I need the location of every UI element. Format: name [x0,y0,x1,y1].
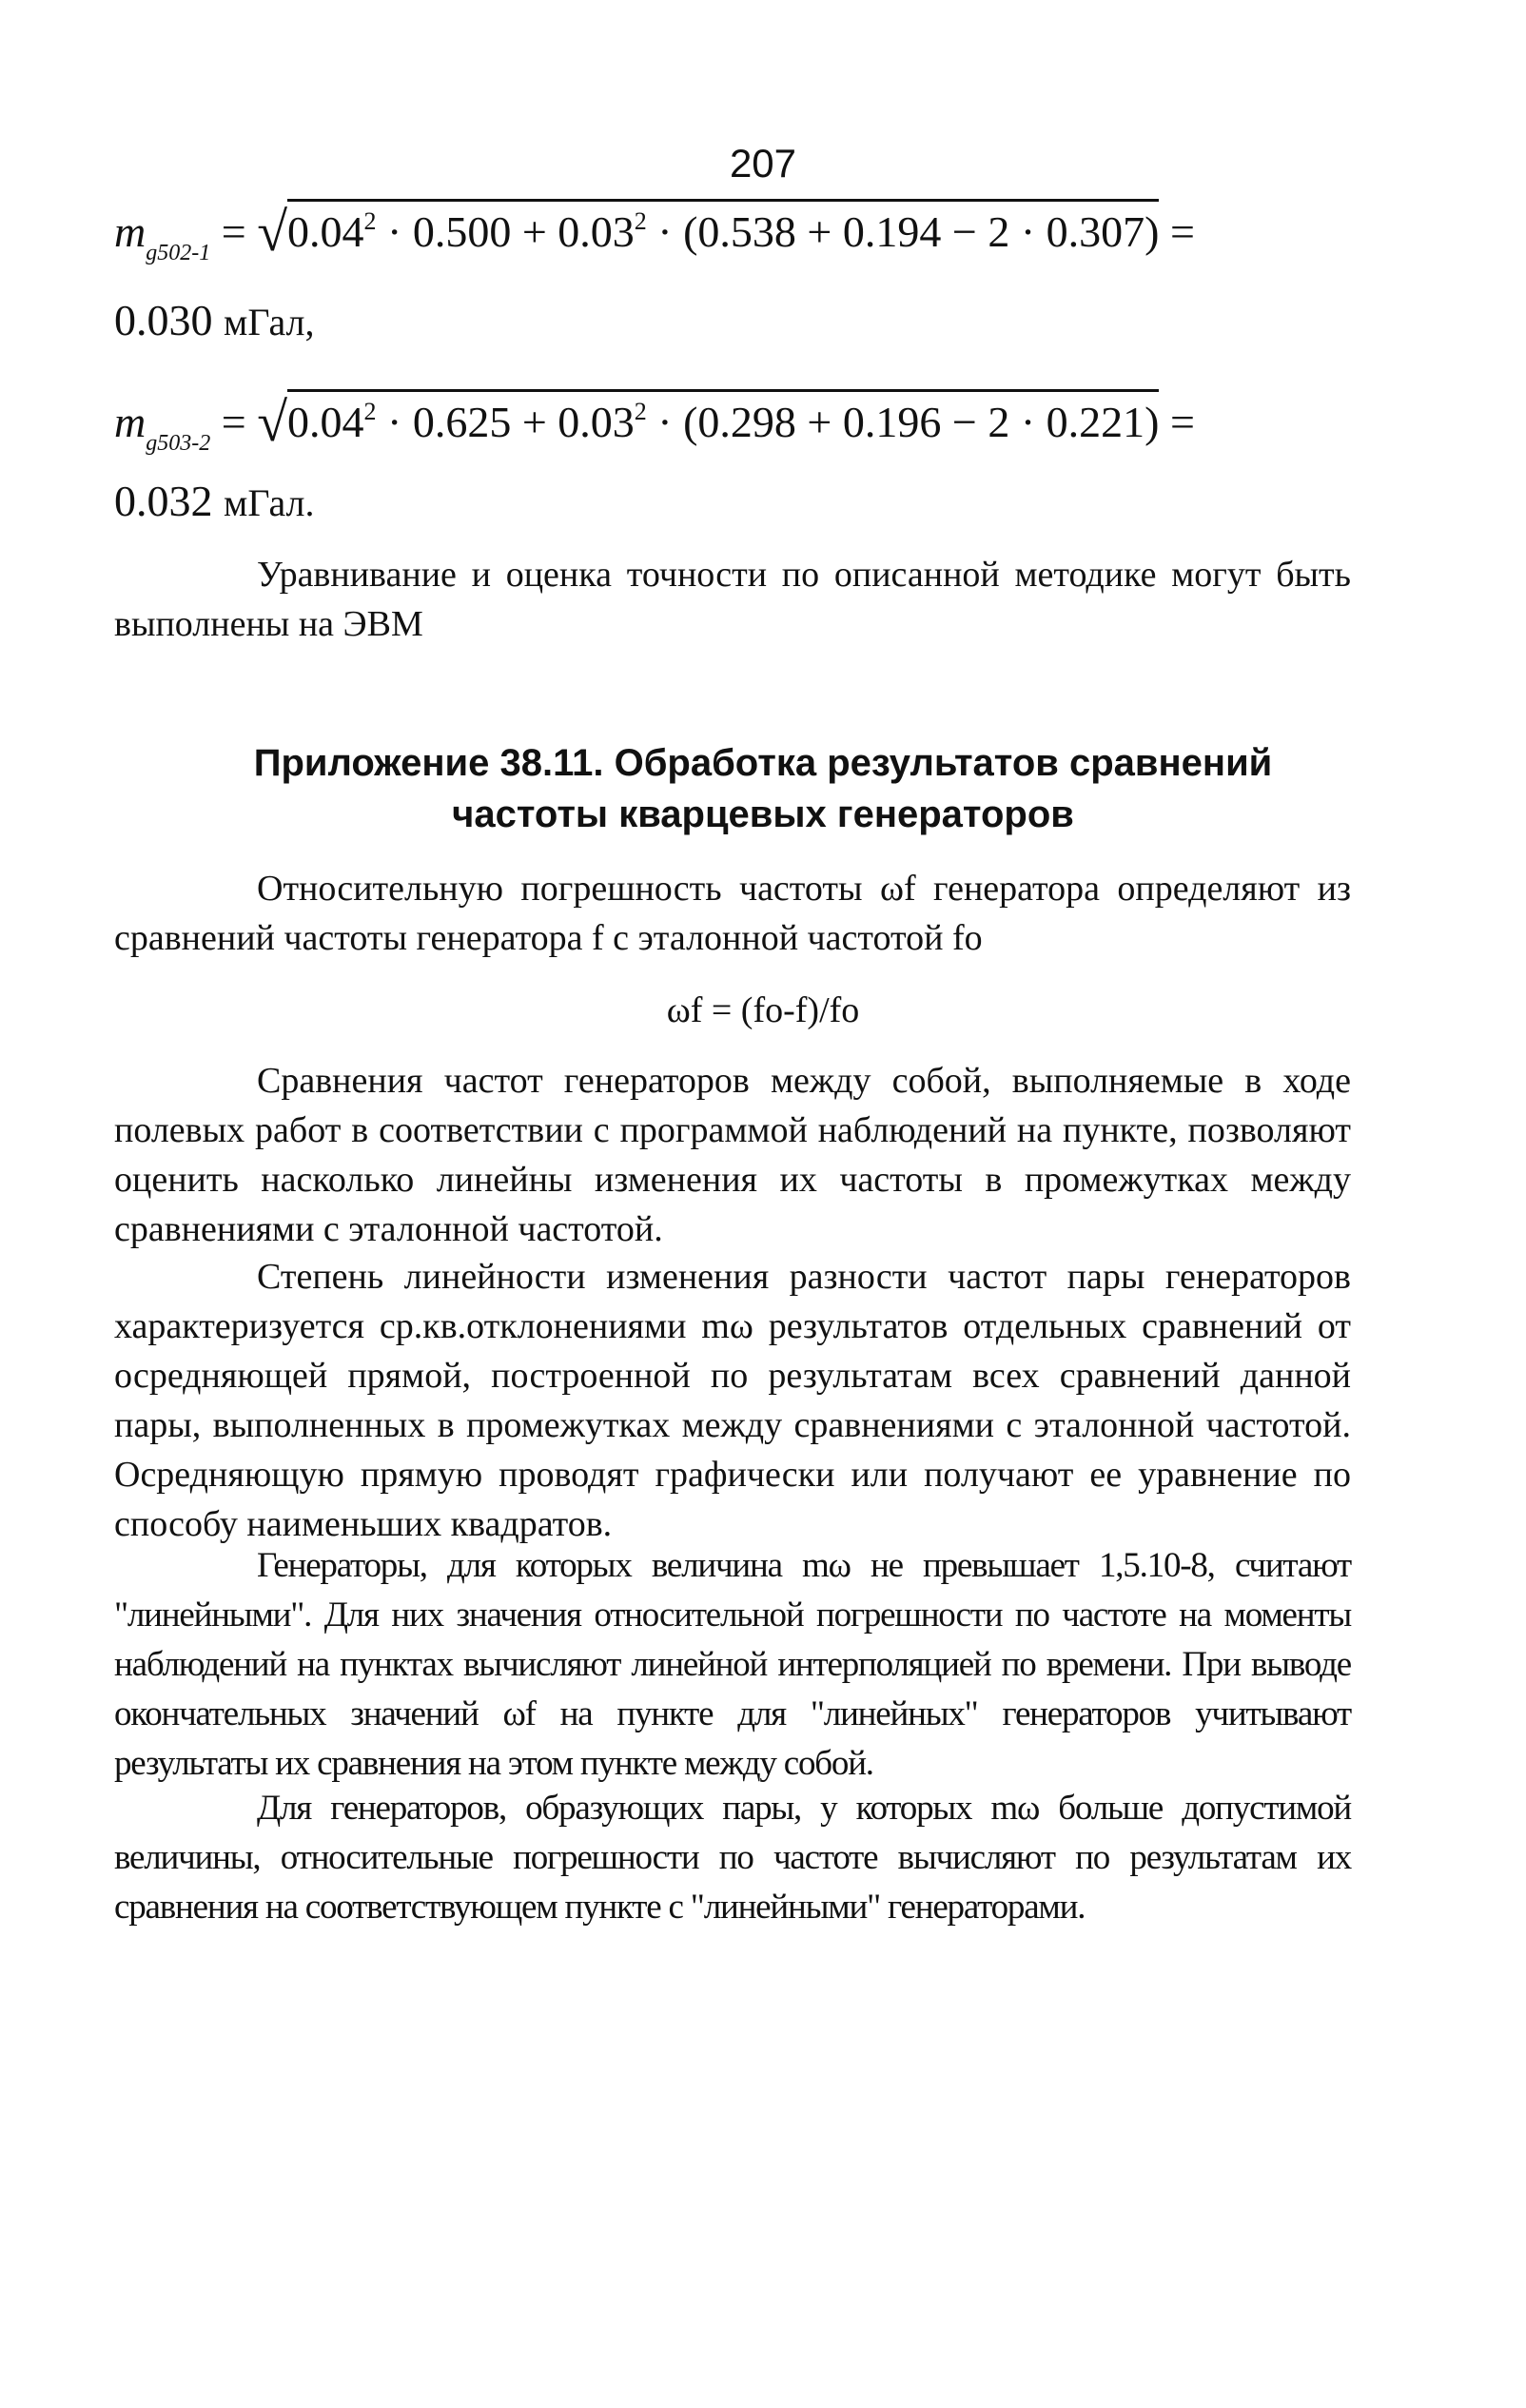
formula-2-result [114,476,315,526]
formula-1-unit: мГал, [224,301,315,343]
section-heading-line1: Приложение 38.11. Обработка результатов сравнений [253,742,1273,784]
paragraph-2: Сравнения частот генераторов между собой, выполняемые в ходе полевых работ в соответствии с программой наблюдений на пункте, позволяют оценить насколько линейны изменения их частоты в промежутках между сравнениями с эталонной частотой. [114,1061,1351,1249]
formula-2-exp2: 2 [634,398,647,425]
formula-2-t3: · (0.298 + 0.196 − 2 · 0.221) [646,398,1160,446]
formula-2-var: m [114,398,147,446]
formula-1-t3: · (0.538 + 0.194 − 2 · 0.307) [646,207,1160,256]
paragraph-1: Относительную погрешность частоты ωf генератора определяют из сравнений частоты генератора f с эталонной частотой fo [114,869,1351,958]
formula-1-result [114,295,315,345]
formula-2-t1: 0.04 [287,398,364,446]
formula-2-t2: · 0.625 + 0.03 [376,398,635,446]
formula-2-unit: мГал. [224,481,315,524]
formula-1-t1: 0.04 [287,207,364,256]
page-number: 207 [729,141,797,186]
formula-1-exp2: 2 [634,207,647,235]
intro-paragraph: Уравнивание и оценка точности по описанной методике могут быть выполнены на ЭВМ [114,555,1351,644]
formula-1 [114,200,1195,266]
formula-2-tail: = [1159,398,1195,446]
paragraph-4: Генераторы, для которых величина mω не превышает 1,5.10-8, считают "линейными". Для них значения относительной погрешности по частоте на моменты наблюдений на пунктах вычисляют линейной интерполяцией по времени. При выводе окончательных значений ωf на пункте для "линейных" генераторов учитывают результаты их сравнения на этом пункте между собой. [114,1546,1351,1783]
section-heading [0,737,1526,840]
paragraph-3: Степень линейности изменения разности частот пары генераторов характеризуется ср.кв.отклонениями mω результатов отдельных сравнений от осредняющей прямой, построенной по результатам всех сравнений данной пары, выполненных в промежутках между сравнениями с эталонной частотой. Осредняющую прямую проводят графически или получают ее уравнение по способу наименьших квадратов. [114,1257,1351,1544]
formula-1-radicand [287,199,1159,256]
formula-2-sub: g503-2 [146,431,211,456]
formula-2-radicand [287,389,1159,446]
formula-1-result-value: 0.030 [114,296,213,344]
formula-1-tail: = [1159,207,1195,256]
formula-2-radical: √ [257,391,288,453]
formula-1-exp1: 2 [363,207,377,235]
formula-2-equals: = [221,398,258,446]
formula-1-var: m [114,207,147,256]
formula-1-t2: · 0.500 + 0.03 [376,207,635,256]
formula-2-exp1: 2 [363,398,377,425]
formula-2-result-value: 0.032 [114,477,213,525]
paragraph-5: Для генераторов, образующих пары, у которых mω больше допустимой величины, относительные погрешности по частоте вычисляют по результатам их сравнения на соответствующем пункте с "линейными" генераторами. [114,1789,1351,1927]
formula-1-sub: g502-1 [146,241,211,265]
frequency-formula: ωf = (fo-f)/fo [666,990,860,1030]
formula-1-radical: √ [257,201,288,263]
formula-2 [114,390,1195,457]
formula-1-equals: = [221,207,258,256]
section-heading-line2: частоты кварцевых генераторов [452,793,1074,835]
